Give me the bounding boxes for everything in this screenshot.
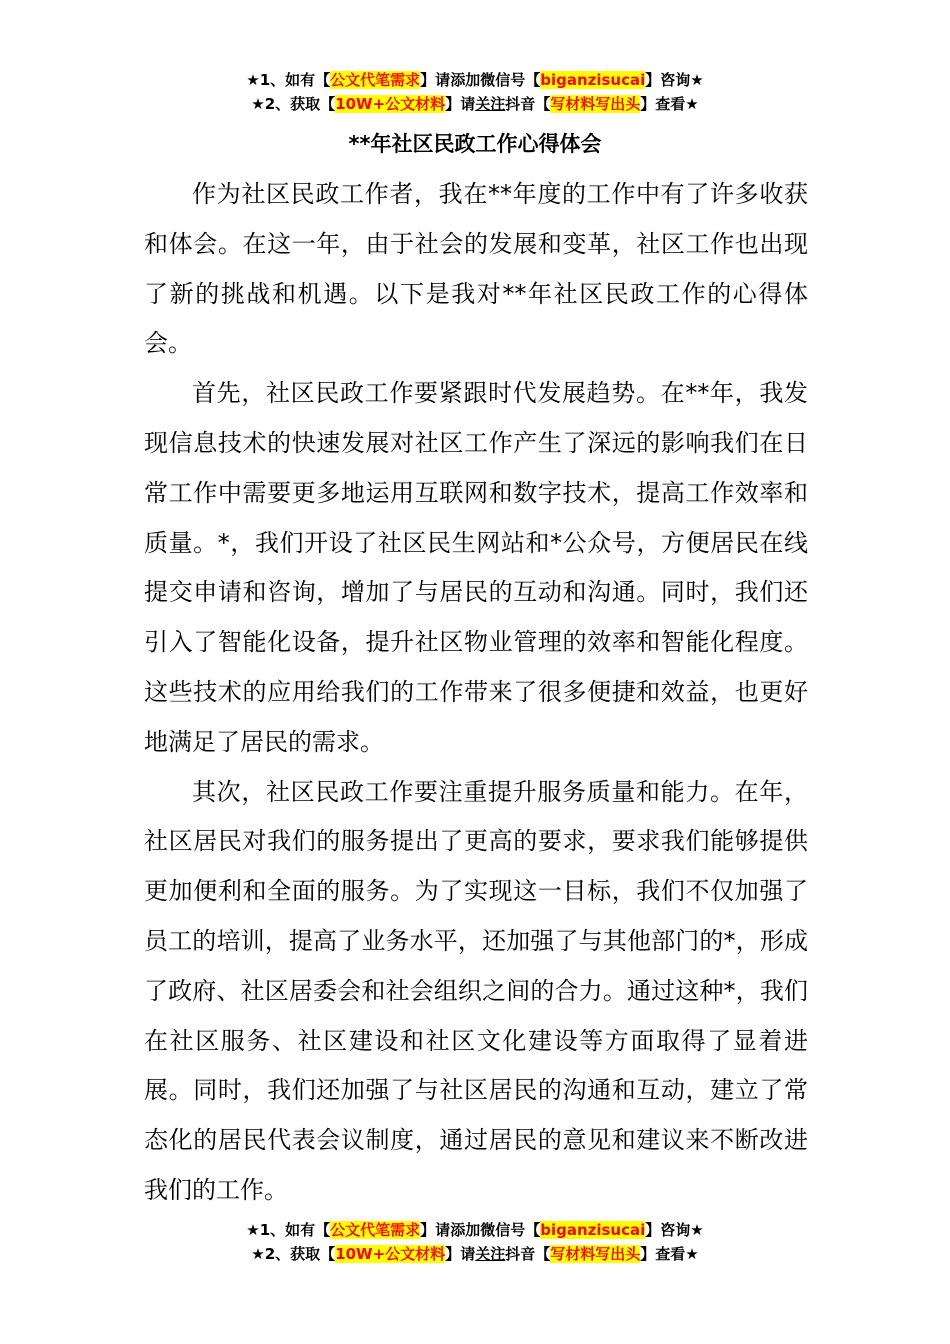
promo-highlight: 写材料写出头 bbox=[550, 1245, 641, 1263]
paragraph: 作为社区民政工作者，我在**年度的工作中有了许多收获和体会。在这一年，由于社会的发展和变革，社区工作也出现了新的挑战和机遇。以下是我对**年社区民政工作的心得体会。 bbox=[144, 180, 808, 358]
document-title: **年社区民政工作心得体会 bbox=[348, 132, 602, 156]
promo-banner-top bbox=[0, 68, 950, 116]
promo-highlight: 公文代笔需求 bbox=[330, 71, 421, 89]
paragraph: 其次，社区民政工作要注重提升服务质量和能力。在年，社区居民对我们的服务提出了更高的要求，要求我们能够提供更加便利和全面的服务。为了实现这一目标，我们不仅加强了员工的培训，提高了业务水平，还加强了与其他部门的*，形成了政府、社区居委会和社会组织之间的合力。通过这种*，我们在社区服务、社区建设和社区文化建设等方面取得了显着进展。同时，我们还加强了与社区居民的沟通和互动，建立了常态化的居民代表会议制度，通过居民的意见和建议来不断改进我们的工作。 bbox=[144, 777, 808, 1204]
promo-banner-bottom bbox=[0, 1218, 950, 1266]
promo-line-1: ★1、如有【公文代笔需求】请添加微信号【biganzisucai】咨询★ bbox=[246, 71, 704, 89]
promo-highlight: 公文代笔需求 bbox=[330, 1221, 421, 1239]
promo-highlight: biganzisucai bbox=[540, 1221, 646, 1239]
promo-highlight: 写材料写出头 bbox=[550, 95, 641, 113]
promo-highlight: biganzisucai bbox=[540, 71, 646, 89]
promo-highlight: 10W+公文材料 bbox=[335, 1245, 446, 1263]
promo-line-2: ★2、获取【10W+公文材料】请关注抖音【写材料写出头】查看★ bbox=[251, 95, 699, 113]
document-body bbox=[144, 170, 808, 1216]
paragraph: 首先，社区民政工作要紧跟时代发展趋势。在**年，我发现信息技术的快速发展对社区工作产生了深远的影响我们在日常工作中需要更多地运用互联网和数字技术，提高工作效率和质量。*，我们开设了社区民生网站和*公众号，方便居民在线提交申请和咨询，增加了与居民的互动和沟通。同时，我们还引入了智能化设备，提升社区物业管理的效率和智能化程度。这些技术的应用给我们的工作带来了很多便捷和效益，也更好地满足了居民的需求。 bbox=[144, 379, 808, 756]
promo-line-2: ★2、获取【10W+公文材料】请关注抖音【写材料写出头】查看★ bbox=[251, 1245, 699, 1263]
promo-line-1: ★1、如有【公文代笔需求】请添加微信号【biganzisucai】咨询★ bbox=[246, 1221, 704, 1239]
promo-highlight: 10W+公文材料 bbox=[335, 95, 446, 113]
